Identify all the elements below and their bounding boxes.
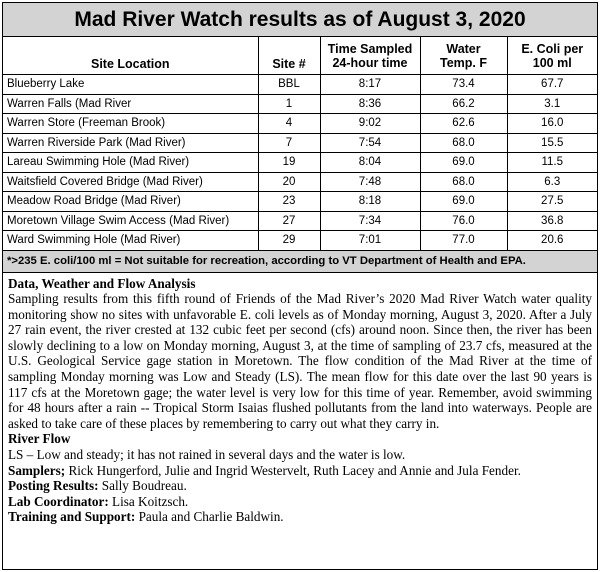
results-table (3, 37, 597, 251)
cell-time: 8:36 (320, 94, 420, 114)
page-title: Mad River Watch results as of August 3, 2020 (3, 3, 597, 37)
cell-site: Warren Falls (Mad River (3, 94, 258, 114)
cell-ecoli: 11.5 (507, 153, 597, 173)
samplers-line (8, 463, 592, 479)
cell-temp: 69.0 (420, 153, 507, 173)
table-row (3, 94, 597, 114)
recreation-threshold-note: *>235 E. coli/100 ml = Not suitable for recreation, according to VT Department of Health and EPA. (3, 251, 597, 273)
header-water-temp: Water Temp. F (420, 37, 507, 75)
training-label: Training and Support: (8, 509, 136, 525)
table-row (3, 114, 597, 134)
header-site-number: Site # (258, 37, 320, 75)
samplers-label: Samplers; (8, 462, 66, 478)
posting-line (8, 478, 592, 494)
cell-site-number: 19 (258, 153, 320, 173)
cell-temp: 69.0 (420, 192, 507, 212)
lab-line (8, 494, 592, 510)
river-flow-heading: River Flow (8, 431, 71, 447)
cell-time: 8:18 (320, 192, 420, 212)
cell-time: 7:34 (320, 211, 420, 231)
cell-temp: 68.0 (420, 133, 507, 153)
table-row (3, 172, 597, 192)
lab-names: Lisa Koitzsch. (108, 493, 189, 509)
lab-label: Lab Coordinator: (8, 493, 109, 509)
cell-temp: 68.0 (420, 172, 507, 192)
cell-ecoli: 20.6 (507, 231, 597, 251)
table-row (3, 75, 597, 95)
table-row (3, 153, 597, 173)
cell-time: 7:48 (320, 172, 420, 192)
table-row (3, 192, 597, 212)
cell-site: Waitsfield Covered Bridge (Mad River) (3, 172, 258, 192)
cell-time: 9:02 (320, 114, 420, 134)
table-row (3, 231, 597, 251)
header-site-location: Site Location (3, 37, 258, 75)
table-header-row (3, 37, 597, 75)
samplers-names: Rick Hungerford, Julie and Ingrid Westervelt, Ruth Lacey and Annie and Jula Fender. (65, 462, 521, 478)
cell-time: 8:17 (320, 75, 420, 95)
posting-label: Posting Results: (8, 478, 99, 494)
cell-site-number: 29 (258, 231, 320, 251)
cell-temp: 76.0 (420, 211, 507, 231)
table-row (3, 133, 597, 153)
header-time-sampled: Time Sampled 24-hour time (320, 37, 420, 75)
data-analysis-heading: Data, Weather and Flow Analysis (8, 275, 196, 291)
cell-time: 7:54 (320, 133, 420, 153)
cell-site-number: 20 (258, 172, 320, 192)
cell-temp: 62.6 (420, 114, 507, 134)
cell-site-number: 27 (258, 211, 320, 231)
header-ecoli: E. Coli per 100 ml (507, 37, 597, 75)
cell-time: 7:01 (320, 231, 420, 251)
cell-site: Meadow Road Bridge (Mad River) (3, 192, 258, 212)
cell-temp: 73.4 (420, 75, 507, 95)
cell-site-number: 1 (258, 94, 320, 114)
cell-temp: 77.0 (420, 231, 507, 251)
cell-site-number: 23 (258, 192, 320, 212)
cell-site: Moretown Village Swim Access (Mad River) (3, 211, 258, 231)
results-sheet (2, 2, 598, 570)
cell-site: Warren Riverside Park (Mad River) (3, 133, 258, 153)
posting-names: Sally Boudreau. (98, 478, 187, 494)
cell-ecoli: 67.7 (507, 75, 597, 95)
cell-site-number: 7 (258, 133, 320, 153)
river-flow-text: LS – Low and steady; it has not rained in several days and the water is low. (8, 447, 406, 463)
report-body (3, 273, 597, 526)
cell-site: Warren Store (Freeman Brook) (3, 114, 258, 134)
training-line (8, 509, 592, 525)
cell-site-number: 4 (258, 114, 320, 134)
cell-site: Lareau Swimming Hole (Mad River) (3, 153, 258, 173)
table-row (3, 211, 597, 231)
training-names: Paula and Charlie Baldwin. (135, 509, 284, 525)
data-analysis-text: Sampling results from this fifth round of Friends of the Mad River’s 2020 Mad River Watch water quality monitoring show no sites with unfavorable E. coli levels as of Monday morning, August 3, 2020. After a July 27 rain event, the river crested at 132 cubic feet per second (cfs) around noon. Since then, the river has been slowly declining to a low on Monday morning, August 3, at the time of sampling of 23.7 cfs, measured at the U.S. Geological Service gage station in Moretown. The flow condition of the Mad River at the time of sampling Monday morning was Low and Steady (LS). The mean flow for this date over the last 90 years is 117 cfs at the Moretown gage; the water level is very low for this time of year. Remember, avoid swimming for 48 hours after a rain -- Tropical Storm Isaias flushed pollutants from the land into waterways. People are asked to take care of these places by remembering to carry out what they carry in. (8, 291, 592, 431)
cell-temp: 66.2 (420, 94, 507, 114)
cell-ecoli: 6.3 (507, 172, 597, 192)
cell-ecoli: 15.5 (507, 133, 597, 153)
cell-ecoli: 27.5 (507, 192, 597, 212)
cell-ecoli: 16.0 (507, 114, 597, 134)
cell-time: 8:04 (320, 153, 420, 173)
cell-ecoli: 3.1 (507, 94, 597, 114)
cell-ecoli: 36.8 (507, 211, 597, 231)
cell-site: Ward Swimming Hole (Mad River) (3, 231, 258, 251)
cell-site: Blueberry Lake (3, 75, 258, 95)
cell-site-number: BBL (258, 75, 320, 95)
